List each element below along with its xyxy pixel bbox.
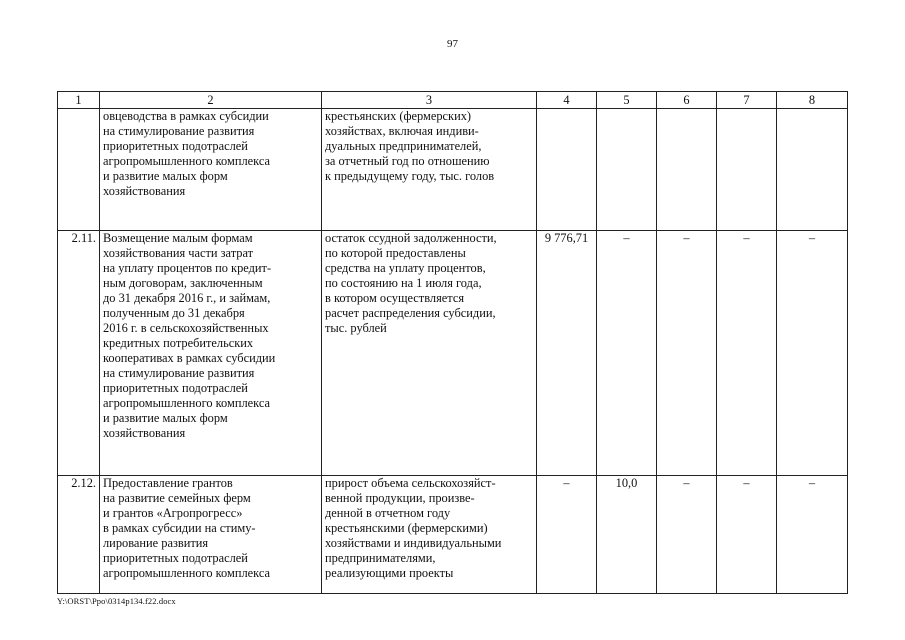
table-row — [58, 109, 848, 231]
measure-cell: Возмещение малым формам хозяйствования части затрат на уплату процентов по кредит- ным договорам, заключенным до 31 декабря 2016 г., и займам, полученным до 31 декабря 2016 г. в сельскохозяйственных кредитных потребительских кооперативах в рамках субсидии на стимулирование развития приоритетных подотраслей агропромышленного комплекса и развитие малых форм хозяйствования — [100, 231, 322, 476]
table-row — [58, 231, 848, 476]
value-cell-5: – — [597, 231, 657, 476]
value-cell-6: – — [657, 476, 717, 594]
indicator-cell: крестьянских (фермерских) хозяйствах, включая индиви- дуальных предпринимателей, за отчетный год по отношению к предыдущему году, тыс. голов — [322, 109, 537, 231]
row-number — [58, 109, 100, 231]
value-cell-5: 10,0 — [597, 476, 657, 594]
column-header-5: 5 — [597, 92, 657, 109]
indicator-cell: остаток ссудной задолженности, по которой предоставлены средства на уплату процентов, по состоянию на 1 июля года, в котором осуществляется расчет распределения субсидии, тыс. рублей — [322, 231, 537, 476]
value-cell-8: – — [777, 476, 848, 594]
indicator-cell: прирост объема сельскохозяйст- венной продукции, произве- денной в отчетном году крестьянскими (фермерскими) хозяйствами и индивидуальными предпринимателями, реализующими проекты — [322, 476, 537, 594]
value-cell-4: 9 776,71 — [537, 231, 597, 476]
file-path-footer: Y:\ORST\Ppo\0314p134.f22.docx — [57, 596, 176, 606]
column-header-6: 6 — [657, 92, 717, 109]
column-header-7: 7 — [717, 92, 777, 109]
value-cell-6: – — [657, 231, 717, 476]
value-cell-4: – — [537, 476, 597, 594]
page-number: 97 — [447, 38, 458, 50]
value-cell-4 — [537, 109, 597, 231]
value-cell-8: – — [777, 231, 848, 476]
indicators-table — [57, 91, 848, 594]
header-row — [58, 92, 848, 109]
measure-cell: Предоставление грантов на развитие семейных ферм и грантов «Агропрогресс» в рамках субсидии на стиму- лирование развития приоритетных подотраслей агропромышленного комплекса — [100, 476, 322, 594]
value-cell-6 — [657, 109, 717, 231]
row-number: 2.11. — [58, 231, 100, 476]
column-header-2: 2 — [100, 92, 322, 109]
measure-cell: овцеводства в рамках субсидии на стимулирование развития приоритетных подотраслей агропромышленного комплекса и развитие малых форм хозяйствования — [100, 109, 322, 231]
column-header-8: 8 — [777, 92, 848, 109]
value-cell-7 — [717, 109, 777, 231]
value-cell-7: – — [717, 476, 777, 594]
column-header-1: 1 — [58, 92, 100, 109]
value-cell-7: – — [717, 231, 777, 476]
row-number: 2.12. — [58, 476, 100, 594]
table-row — [58, 476, 848, 594]
value-cell-5 — [597, 109, 657, 231]
column-header-3: 3 — [322, 92, 537, 109]
column-header-4: 4 — [537, 92, 597, 109]
value-cell-8 — [777, 109, 848, 231]
